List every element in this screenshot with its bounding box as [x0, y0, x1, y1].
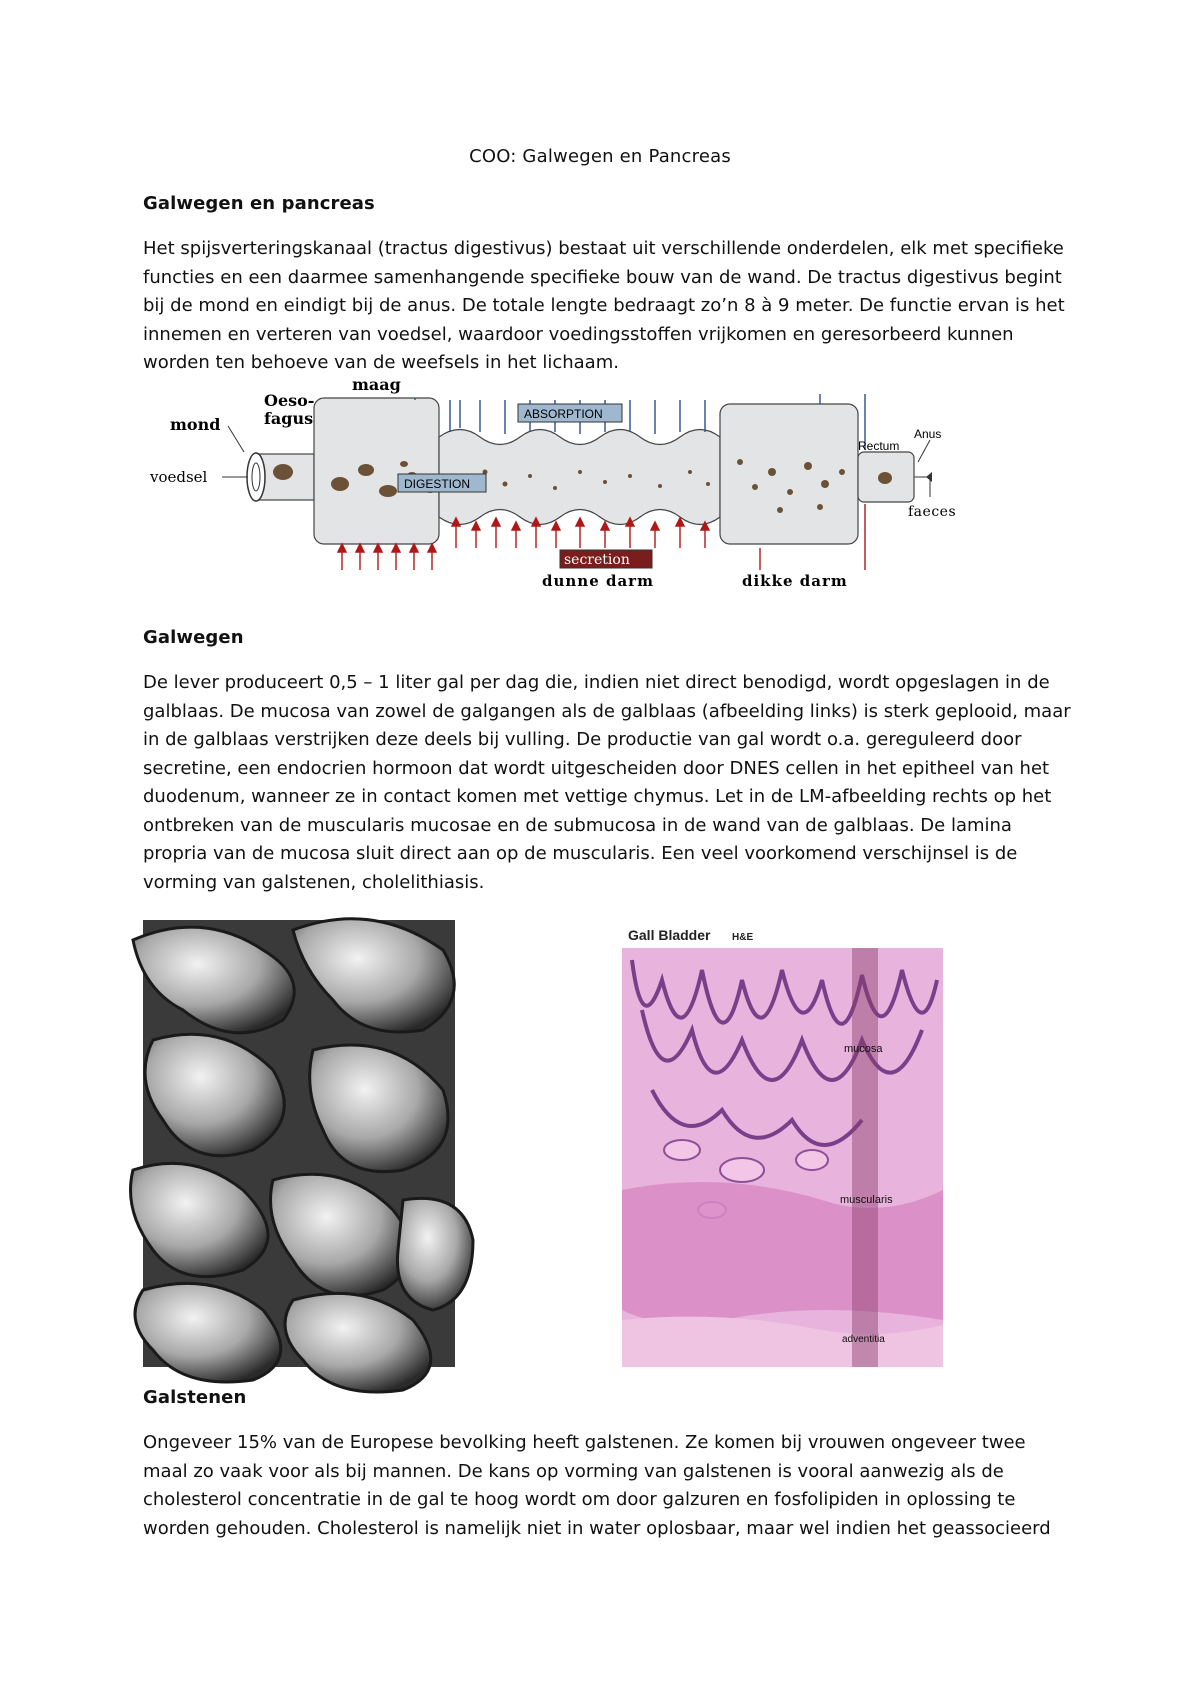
paragraph-line: duodenum, wanneer ze in contact komen met vettige chymus. Let in de LM-afbeelding rechts op het [143, 786, 1052, 807]
histology-title: Gall Bladder [628, 927, 711, 943]
label-oesofagus-2: fagus [264, 409, 314, 428]
label-oesofagus-1: Oeso- [264, 391, 315, 410]
paragraph-line: functies en een daarmee samenhangende specifieke bouw van de wand. De tractus digestivus begint [143, 266, 1062, 288]
paragraph-line: innemen en verteren van voedsel, waardoor voedingsstoffen vrijkomen en geresorbeerd kunnen [143, 323, 1014, 345]
section-heading-galwegen: Galwegen [143, 627, 244, 648]
section-heading-galstenen: Galstenen [143, 1387, 247, 1408]
paragraph-line: Het spijsverteringskanaal (tractus digestivus) bestaat uit verschillende onderdelen, elk met specifieke [143, 238, 1064, 259]
paragraph-galstenen [143, 1429, 1063, 1543]
paragraph-galwegen [143, 669, 1071, 897]
paragraph-line: cholesterol concentratie in de gal te hoog wordt om door galzuren en fosfolipiden in oplossing te [143, 1489, 1016, 1510]
sem-gallbladder-mucosa-image [143, 920, 455, 1367]
label-dunne-darm: dunne darm [542, 572, 654, 590]
paragraph-line: worden gehouden. Cholesterol is namelijk niet in water oplosbaar, maar wel indien het geassocieerd [143, 1517, 1051, 1539]
paragraph-line: bij de mond en eindigt bij de anus. De totale lengte bedraagt zo’n 8 à 9 meter. De functie ervan is het [143, 295, 1065, 316]
paragraph-line: De lever produceert 0,5 – 1 liter gal per dag die, indien niet direct benodigd, wordt opgeslagen in de [143, 672, 1050, 693]
section-heading-galwegen-en-pancreas: Galwegen en pancreas [143, 193, 375, 214]
paragraph-line: ontbreken van de muscularis mucosae en de submucosa in de wand van de galblaas. De lamina [143, 814, 1012, 836]
label-mucosa: mucosa [844, 1043, 883, 1055]
paragraph-line: galblaas. De mucosa van zowel de galgangen als de galblaas (afbeelding links) is sterk geplooid, maar [143, 700, 1071, 722]
lm-gallbladder-he-image [622, 920, 943, 1367]
histology-stain: H&E [732, 932, 754, 943]
paragraph-line: worden ten behoeve van de weefsels in het lichaam. [143, 352, 619, 373]
paragraph-line: vorming van galstenen, cholelithiasis. [143, 871, 485, 893]
label-absorption: ABSORPTION [524, 407, 603, 421]
paragraph-line: propria van de mucosa sluit direct aan op de muscularis. Een veel voorkomend verschijnsel is de [143, 843, 1018, 864]
label-dikke-darm: dikke darm [742, 572, 848, 590]
paragraph-line: secretine, een endocrien hormoon dat wordt uitgescheiden door DNES cellen in het epitheel van het [143, 757, 1050, 779]
label-rectum: Rectum [858, 439, 900, 453]
paragraph-intro [143, 235, 1063, 378]
label-adventitia: adventitia [842, 1334, 885, 1345]
label-maag: maag [352, 375, 401, 394]
label-muscularis: muscularis [840, 1194, 893, 1206]
document-title: COO: Galwegen en Pancreas [469, 146, 731, 167]
label-voedsel: voedsel [150, 468, 208, 486]
paragraph-line: Ongeveer 15% van de Europese bevolking heeft galstenen. Ze komen bij vrouwen ongeveer twee [143, 1432, 1026, 1453]
digestive-tract-diagram [150, 375, 980, 592]
paragraph-line: in de galblaas verstrijken deze deels bij vulling. De productie van gal wordt o.a. gereguleerd door [143, 729, 1022, 750]
label-anus: Anus [914, 427, 942, 441]
layer-marker-bar [852, 948, 878, 1367]
label-faeces: faeces [908, 504, 957, 520]
label-secretion: secretion [564, 552, 630, 568]
paragraph-line: maal zo vaak voor als bij mannen. De kans op vorming van galstenen is vooral aanwezig als de [143, 1460, 1004, 1482]
label-mond: mond [170, 415, 221, 434]
label-digestion: DIGESTION [404, 477, 471, 491]
